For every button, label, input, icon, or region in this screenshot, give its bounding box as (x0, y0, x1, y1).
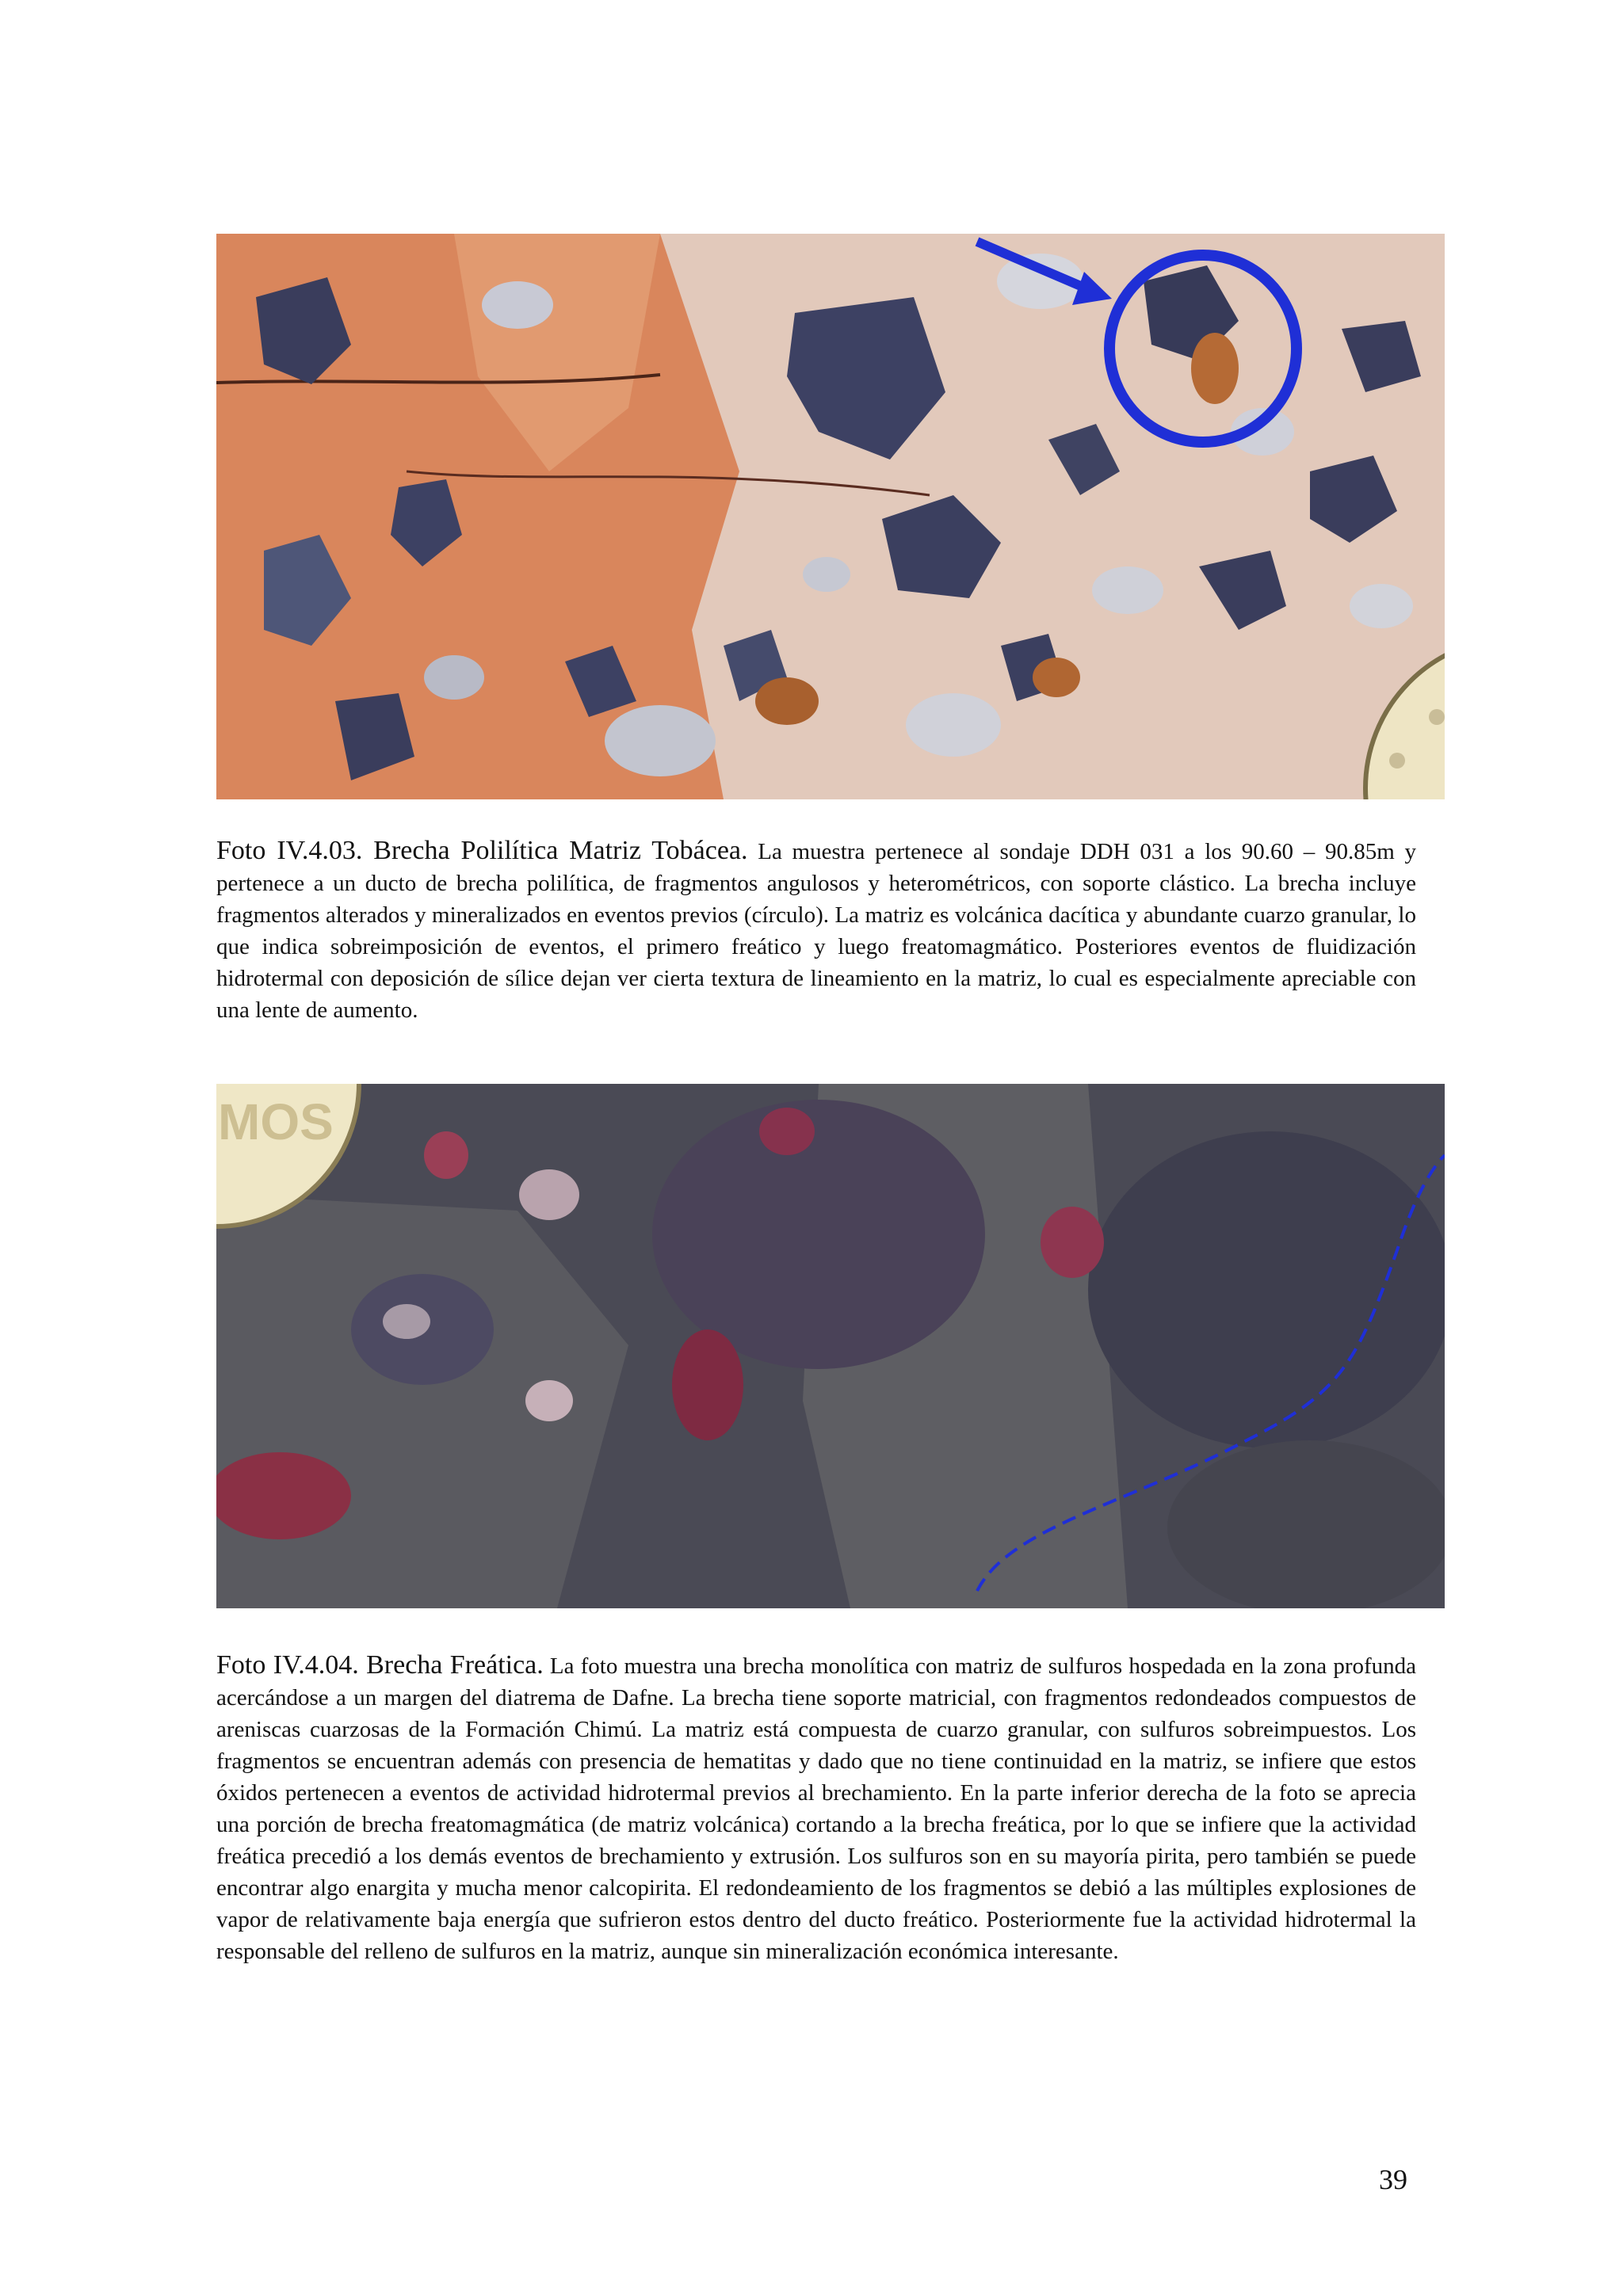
phreatic-breccia-image (216, 1084, 1445, 1608)
figure-caption-text: La foto muestra una brecha monolítica con matriz de sulfuros hospedada en la zona profunda acercándose a un margen del diatrema de Dafne. La brecha tiene soporte matricial, con fragmentos redondeados compuestos de areniscas cuarzosas de la Formación Chimú. La matriz está compuesta de cuarzo granular, con sulfuros sobreimpuestos. Los fragmentos se encuentran además con presencia de hematitas y dado que no tiene continuidad en la matriz, se infiere que estos óxidos pertenecen a eventos de actividad hidrotermal previos al brechamiento. En la parte inferior derecha de la foto se aprecia una porción de brecha freatomagmática (de matriz volcánica) cortando a la brecha freática, por lo que se infiere que la actividad freática precedió a los demás eventos de brechamiento y extrusión. Los sulfuros son en su mayoría pirita, pero también se puede encontrar algo enargita y mucha menor calcopirita. El redondeamiento de los fragmentos se debió a las múltiples explosiones de vapor de relativamente baja energía que sufrieron estos dentro del ducto freático. Posteriormente fue la actividad hidrotermal la responsable del relleno de sulfuros en la matriz, aunque sin mineralización económica interesante. (216, 1653, 1416, 1964)
breccia-photo-polylithic (216, 234, 1445, 799)
figure-caption-2 (216, 1650, 1416, 1967)
coin-lettering: MOS (218, 1093, 334, 1150)
figure-caption-title: Foto IV.4.04. Brecha Freática. (216, 1650, 544, 1680)
polylithic-breccia-image (216, 234, 1445, 799)
page-number: 39 (1379, 2164, 1407, 2195)
figure-caption-1 (216, 835, 1416, 1026)
breccia-photo-phreatic (216, 1084, 1445, 1608)
figure-caption-title: Foto IV.4.03. Brecha Polilítica Matriz Tobácea. (216, 836, 748, 865)
figure-caption-text: La muestra pertenece al sondaje DDH 031 a los 90.60 – 90.85m y pertenece a un ducto de brecha polilítica, de fragmentos angulosos y heterométricos, con soporte clástico. La brecha incluye fragmentos alterados y mineralizados en eventos previos (círculo). La matriz es volcánica dacítica y abundante cuarzo granular, lo que indica sobreimposición de eventos, el primero freático y luego freatomagmático. Posteriores eventos de fluidización hidrotermal con deposición de sílice dejan ver cierta textura de lineamiento en la matriz, lo cual es especialmente apreciable con una lente de aumento. (216, 839, 1416, 1023)
